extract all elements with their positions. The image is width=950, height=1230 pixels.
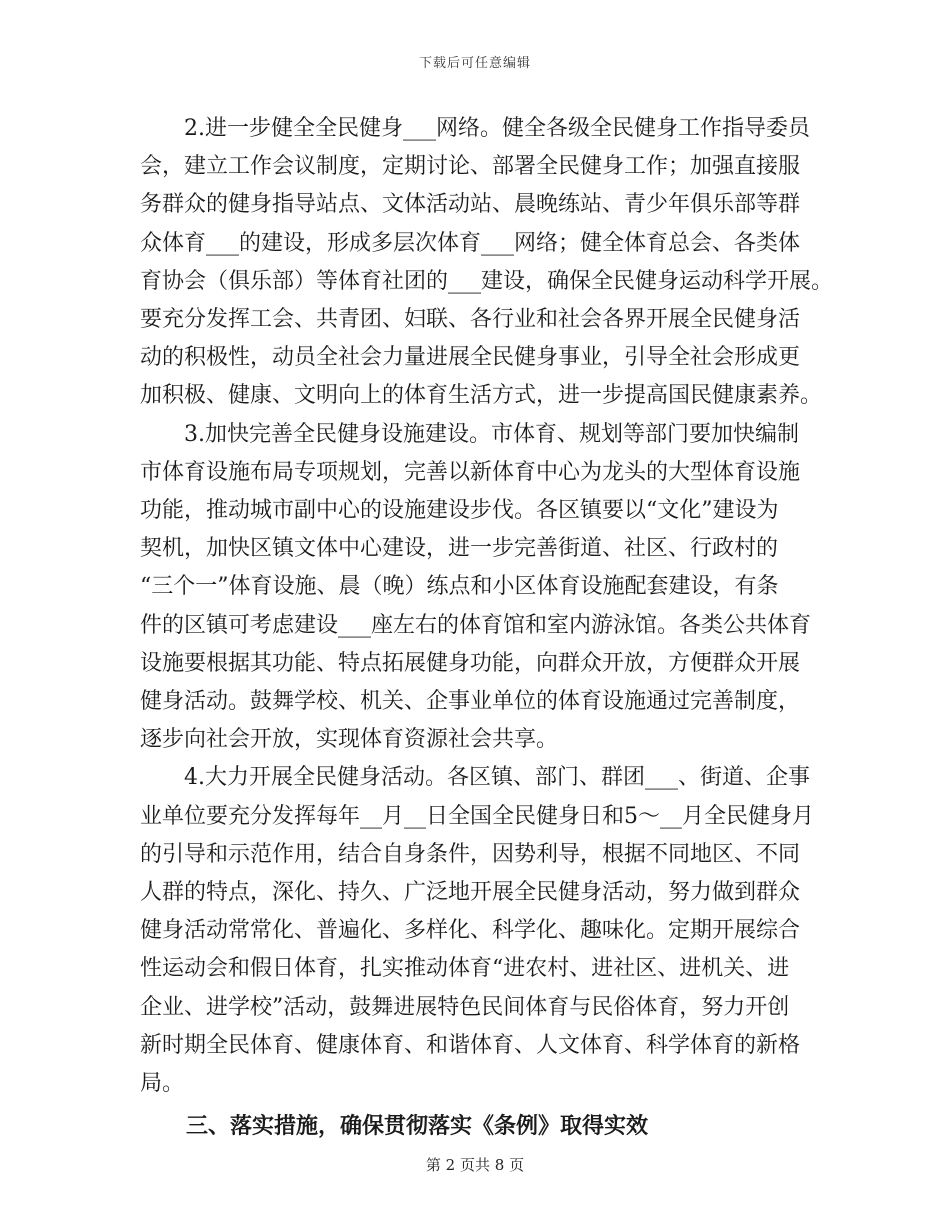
text-line: 契机，加快区镇文体中心建设，进一步完善街道、社区、行政村的 <box>140 536 779 562</box>
text-line: 设施要根据其功能、特点拓展健身功能，向群众开放，方便群众开展 <box>140 650 801 676</box>
text-line: 新时期全民体育、健康体育、和谐体育、人文体育、科学体育的新格 <box>140 1032 801 1058</box>
text-line: 局。 <box>140 1071 185 1097</box>
text-line: 育协会（俱乐部）等体育社团的___建设，确保全民健身运动科学开展。 <box>140 268 834 294</box>
text-line: 市体育设施布局专项规划，完善以新体育中心为龙头的大型体育设施 <box>140 459 801 485</box>
text-line: “三个一”体育设施、晨（晚）练点和小区体育设施配套建设，有条 <box>140 574 779 600</box>
text-line: 企业、进学校”活动，鼓舞进展特色民间体育与民俗体育，努力开创 <box>140 994 790 1020</box>
text-line: 件的区镇可考虑建设___座左右的体育馆和室内游泳馆。各类公共体育 <box>140 612 812 638</box>
text-line: 的引导和示范作用，结合自身条件，因势利导，根据不同地区、不同 <box>140 841 801 867</box>
text-line: 功能，推动城市副中心的设施建设步伐。各区镇要以“文化”建设为 <box>140 498 779 524</box>
text-line: 动的积极性，动员全社会力量进展全民健身事业，引导全社会形成更 <box>140 345 801 371</box>
paragraph-item-4 <box>140 759 820 1103</box>
text-line: 务群众的健身指导站点、文体活动站、晨晚练站、青少年俱乐部等群 <box>140 192 801 218</box>
text-line: 健身活动常常化、普遍化、多样化、科学化、趣味化。定期开展综合 <box>140 918 801 944</box>
page-header: 下载后可任意编辑 <box>418 56 531 71</box>
text-line: 人群的特点，深化、持久、广泛地开展全民健身活动，努力做到群众 <box>140 880 801 906</box>
text-line: 会，建立工作会议制度，定期讨论、部署全民健身工作；加强直接服 <box>140 154 801 180</box>
text-line: 要充分发挥工会、共青团、妇联、各行业和社会各界开展全民健身活 <box>140 307 801 333</box>
section-heading: 三、落实措施，确保贯彻落实《条例》取得实效 <box>186 1113 649 1140</box>
paragraph-item-2 <box>140 110 834 416</box>
text-line: 逐步向社会开放，实现体育资源社会共享。 <box>140 727 559 753</box>
text-line: 4.大力开展全民健身活动。各区镇、部门、群团___、街道、企事 <box>184 765 810 791</box>
text-line: 业单位要充分发挥每年__月__日全国全民健身日和5～__月全民健身月 <box>140 803 814 829</box>
text-line: 性运动会和假日体育，扎实推动体育“进农村、进社区、进机关、进 <box>140 956 790 982</box>
paragraph-item-3 <box>140 416 820 760</box>
text-line: 健身活动。鼓舞学校、机关、企事业单位的体育设施通过完善制度， <box>140 689 801 715</box>
document-body <box>140 110 834 1145</box>
text-line: 众体育___的建设，形成多层次体育___网络；健全体育总会、各类体 <box>140 230 801 256</box>
text-line: 3.加快完善全民健身设施建设。市体育、规划等部门要加快编制 <box>184 421 799 447</box>
page-number: 第 2 页共 8 页 <box>425 1156 525 1174</box>
text-line: 加积极、健康、文明向上的体育生活方式，进一步提高国民健康素养。 <box>140 383 823 409</box>
text-line: 2.进一步健全全民健身___网络。健全各级全民健身工作指导委员 <box>184 116 810 141</box>
